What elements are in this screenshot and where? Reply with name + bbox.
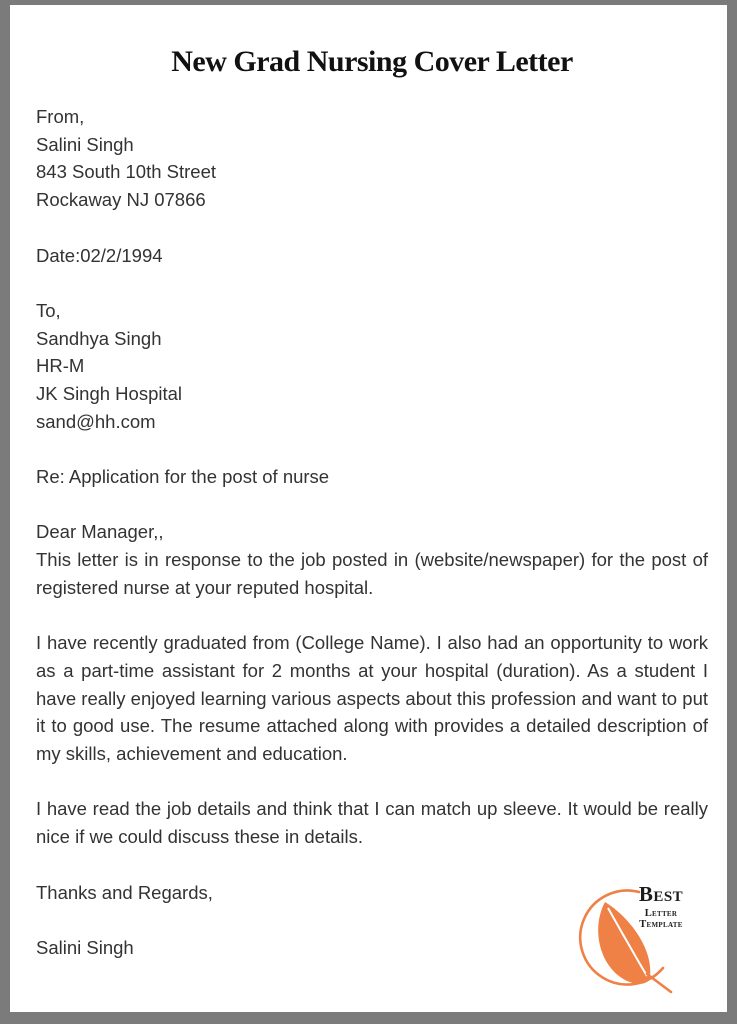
to-label: To, xyxy=(36,299,61,321)
closing-line: Thanks and Regards, xyxy=(36,881,213,903)
brand-logo xyxy=(575,880,700,995)
date-line: Date:02/2/1994 xyxy=(36,244,163,266)
page-title: New Grad Nursing Cover Letter xyxy=(171,45,573,78)
to-block xyxy=(36,297,708,436)
brand-name: Best xyxy=(638,882,684,906)
signature-name: Salini Singh xyxy=(36,936,134,958)
recipient-org: JK Singh Hospital xyxy=(36,383,183,404)
recipient-name: Sandhya Singh xyxy=(36,327,162,349)
sender-street: 843 South 10th Street xyxy=(36,161,216,183)
sender-city: Rockaway NJ 07866 xyxy=(36,189,206,211)
from-label: From, xyxy=(36,106,85,127)
sender-name: Salini Singh xyxy=(36,133,134,155)
body-paragraph-3: I have read the job details and think that I can match up sleeve. It would be really nice if we could discuss these in details. xyxy=(36,798,708,848)
body-paragraph-1: This letter is in response to the job posted in (website/newspaper) for the post of registered nurse at your reputed hospital. xyxy=(36,549,708,598)
brand-wordmark xyxy=(622,884,700,930)
body-paragraph-2: I have recently graduated from (College Name). I also had an opportunity to work as a part-time assistant for 2 months at your hospital (duration). As a student I have really enjoyed learning various aspects about this profession and want to put it to good use. The resume attached along with provides a detailed description of my skills, achievement and education. xyxy=(36,632,708,765)
recipient-email: sand@hh.com xyxy=(36,410,156,432)
from-block xyxy=(36,103,708,214)
salutation: Dear Manager,, xyxy=(36,521,164,543)
subject-line: Re: Application for the post of nurse xyxy=(36,466,330,488)
letter-content xyxy=(10,45,727,962)
brand-tagline: Letter Template xyxy=(639,908,683,930)
recipient-title: HR-M xyxy=(36,355,85,377)
